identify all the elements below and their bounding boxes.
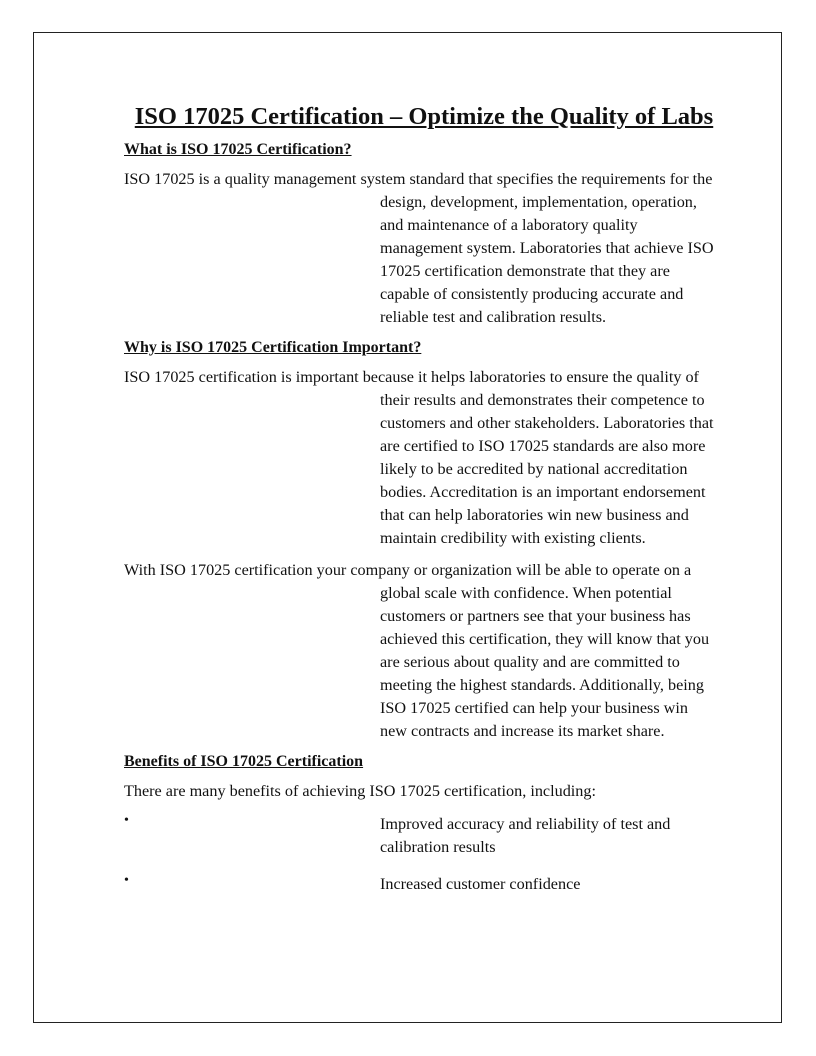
paragraph-what-is: ISO 17025 is a quality management system standard that specifies the requirements for the design, development, implementation, operation, and maintenance of a laboratory quality management system. Laboratories that achieve ISO 17025 certification demonstrate that they are capable of consistently producing accurate and reliable test and calibration results. <box>124 170 714 326</box>
list-item <box>124 873 684 896</box>
document-title: ISO 17025 Certification – Optimize the Quality of Labs <box>134 103 714 130</box>
section-heading-what-is: What is ISO 17025 Certification? <box>124 141 352 158</box>
document-body <box>124 100 724 910</box>
list-item-text: Increased customer confidence <box>380 875 581 893</box>
list-item <box>124 813 684 859</box>
paragraph-why-important-2: With ISO 17025 certification your company or organization will be able to operate on a global scale with confidence. When potential customers or partners see that your business has achieved this certification, they will know that you are serious about quality and are committed to meeting the highest standards. Additionally, being ISO 17025 certified can help your business win new contracts and increase its market share. <box>124 561 710 740</box>
paragraph-benefits-intro: There are many benefits of achieving ISO 17025 certification, including: <box>124 782 596 800</box>
bullet-icon: • <box>124 873 129 888</box>
bullet-icon: • <box>124 813 129 828</box>
section-heading-why-important: Why is ISO 17025 Certification Important? <box>124 339 422 356</box>
section-heading-benefits: Benefits of ISO 17025 Certification <box>124 753 364 770</box>
benefits-list <box>124 813 724 896</box>
list-item-text: Improved accuracy and reliability of test and calibration results <box>380 815 671 856</box>
paragraph-why-important-1: ISO 17025 certification is important because it helps laboratories to ensure the quality of their results and demonstrates their competence to customers and other stakeholders. Laboratories that are certified to ISO 17025 standards are also more likely to be accredited by national accreditation bodies. Accreditation is an important endorsement that can help laboratories win new business and maintain credibility with existing clients. <box>124 368 714 547</box>
